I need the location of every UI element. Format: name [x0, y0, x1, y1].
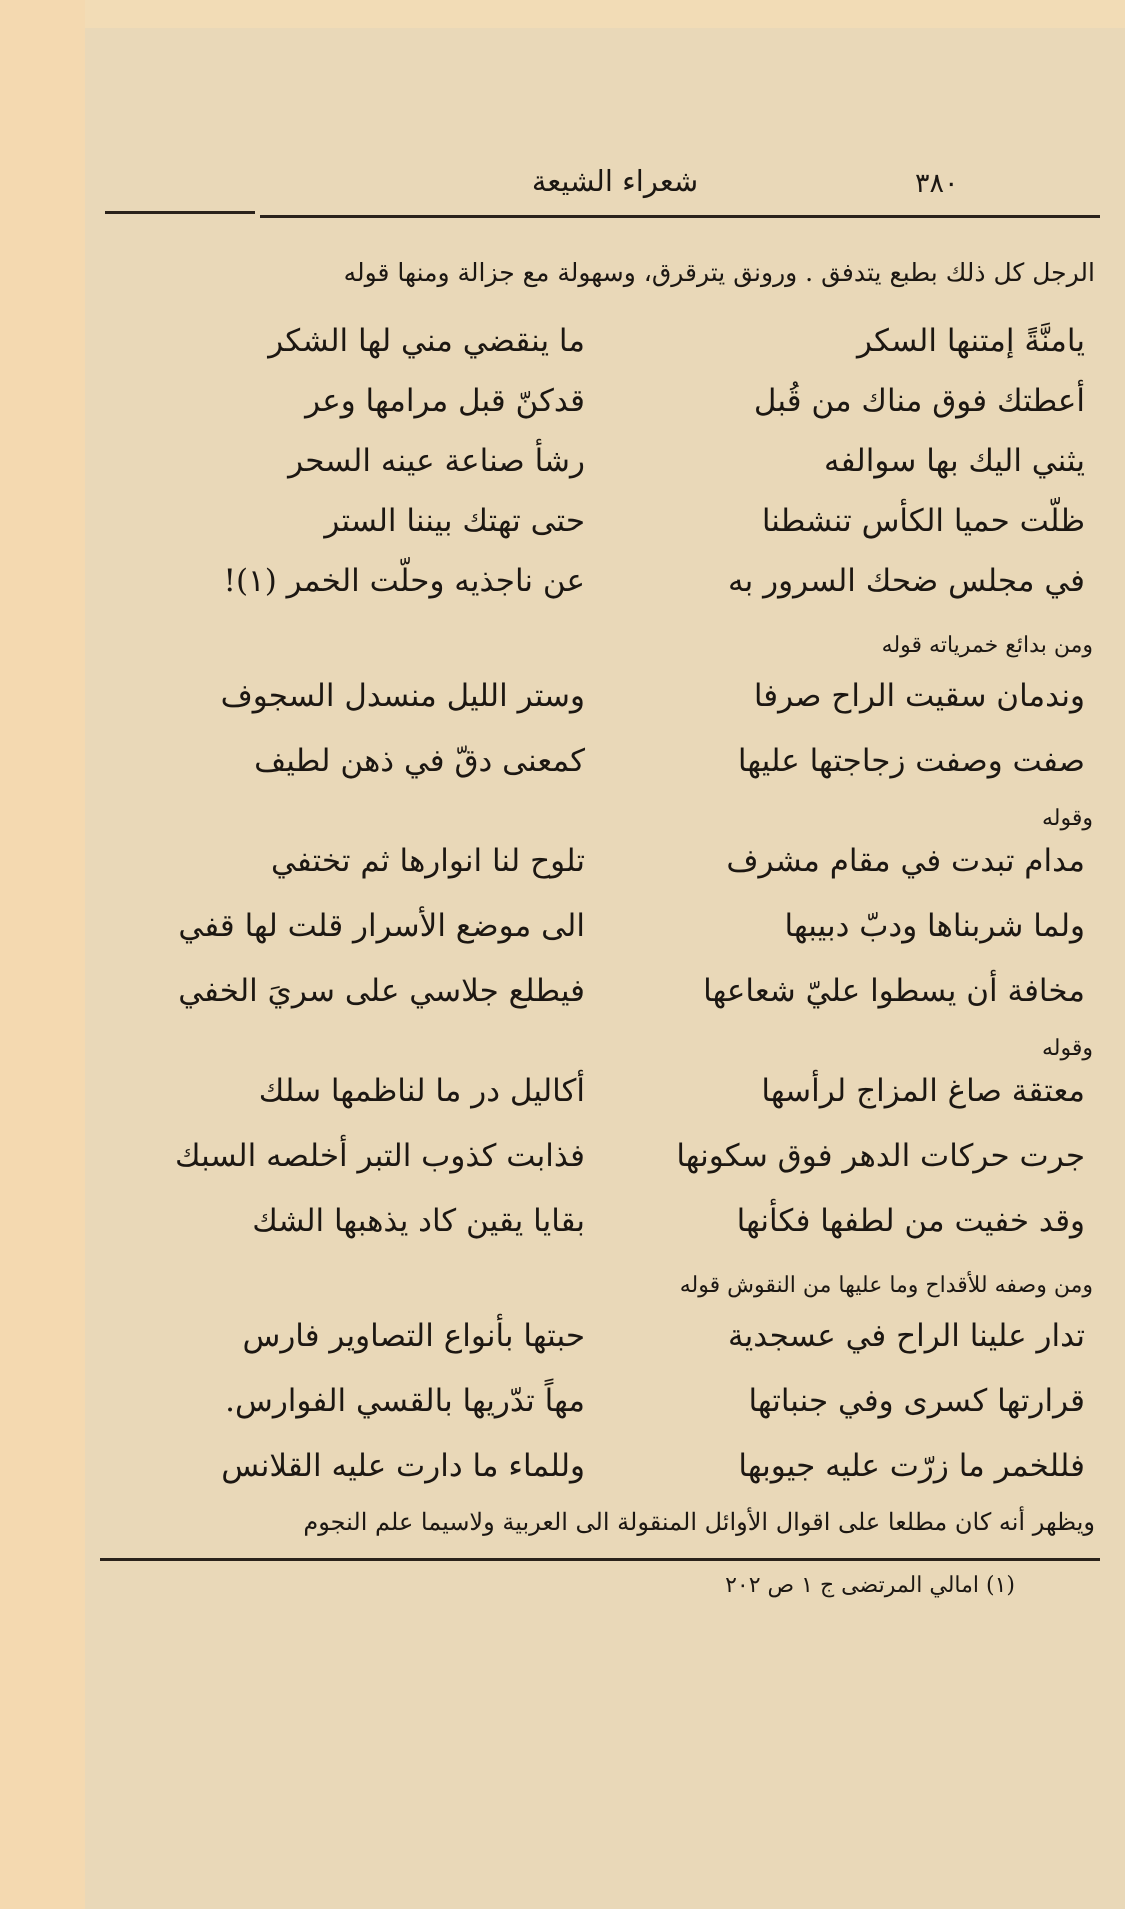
hemistich-first: وندمان سقيت الراح صرفا	[753, 678, 1085, 714]
verse	[85, 743, 1125, 803]
section-heading: وقوله	[1041, 806, 1093, 831]
hemistich-first: وقد خفيت من لطفها فكأنها	[736, 1203, 1085, 1239]
verse	[85, 1448, 1125, 1508]
hemistich-second: وللماء ما دارت عليه القلانس	[221, 1448, 585, 1484]
hemistich-first: ظلّت حميا الكأس تنشطنا	[761, 503, 1085, 539]
hemistich-second: قدكنّ قبل مرامها وعر	[305, 383, 585, 419]
footnote-rule	[100, 1558, 1100, 1561]
hemistich-first: مخافة أن يسطوا عليّ شعاعها	[703, 973, 1085, 1009]
hemistich-second: فيطلع جلاسي على سريَ الخفي	[178, 973, 585, 1009]
page-number: ٣٨٠	[915, 168, 959, 199]
section-heading: ومن بدائع خمرياته قوله	[881, 633, 1093, 658]
hemistich-second: الى موضع الأسرار قلت لها قفي	[178, 908, 585, 944]
hemistich-first: مدام تبدت في مقام مشرف	[726, 843, 1085, 879]
verse	[85, 323, 1125, 383]
footnote: (١) امالي المرتضى ج ١ ص ٢٠٢	[725, 1573, 1015, 1598]
verse	[85, 1318, 1125, 1378]
hemistich-second: بقايا يقين كاد يذهبها الشك	[252, 1203, 585, 1239]
hemistich-first: قرارتها كسرى وفي جنباتها	[748, 1383, 1085, 1419]
verse	[85, 563, 1125, 623]
hemistich-second: فذابت كذوب التبر أخلصه السبك	[175, 1138, 585, 1174]
verse	[85, 1203, 1125, 1263]
hemistich-second: وستر الليل منسدل السجوف	[220, 678, 585, 714]
header-rule-short	[105, 211, 255, 214]
hemistich-second: حبتها بأنواع التصاوير فارس	[242, 1318, 585, 1354]
hemistich-first: يامنَّةً إمتنها السكر	[857, 323, 1085, 359]
closing-line: ويظهر أنه كان مطلعا على اقوال الأوائل المنقولة الى العربية ولاسيما علم النجوم	[303, 1508, 1095, 1536]
header-rule	[260, 215, 1100, 218]
hemistich-second: ما ينقضي مني لها الشكر	[268, 323, 585, 359]
hemistich-first: جرت حركات الدهر فوق سكونها	[676, 1138, 1085, 1174]
hemistich-first: تدار علينا الراح في عسجدية	[728, 1318, 1085, 1354]
hemistich-first: صفت وصفت زجاجتها عليها	[737, 743, 1085, 779]
verse	[85, 973, 1125, 1033]
verse	[85, 383, 1125, 443]
verse	[85, 443, 1125, 503]
hemistich-second: تلوح لنا انوارها ثم تختفي	[271, 843, 585, 879]
running-title: شعراء الشيعة	[531, 164, 699, 198]
hemistich-second: مهاً تدّريها بالقسي الفوارس.	[225, 1383, 585, 1419]
section-heading: ومن وصفه للأقداح وما عليها من النقوش قوله	[679, 1273, 1093, 1298]
hemistich-second: عن ناجذيه وحلّت الخمر (١)!	[223, 563, 585, 599]
hemistich-first: معتقة صاغ المزاج لرأسها	[761, 1073, 1085, 1109]
hemistich-second: رشأ صناعة عينه السحر	[288, 443, 585, 479]
verse	[85, 678, 1125, 738]
intro-line: الرجل كل ذلك بطبع يتدفق . ورونق يترقرق، وسهولة مع جزالة ومنها قوله	[343, 258, 1095, 287]
section-heading: وقوله	[1041, 1036, 1093, 1061]
verse	[85, 908, 1125, 968]
verse	[85, 843, 1125, 903]
page-margin	[0, 0, 85, 1909]
hemistich-second: أكاليل در ما لناظمها سلك	[258, 1073, 585, 1109]
hemistich-first: أعطتك فوق مناك من قُبل	[753, 383, 1085, 419]
hemistich-first: فللخمر ما زرّت عليه جيوبها	[738, 1448, 1085, 1484]
hemistich-first: يثني اليك بها سوالفه	[824, 443, 1085, 479]
verse	[85, 1073, 1125, 1133]
verse	[85, 503, 1125, 563]
hemistich-first: في مجلس ضحك السرور به	[728, 563, 1085, 599]
book-page	[85, 28, 1125, 1909]
hemistich-second: حتى تهتك بيننا الستر	[324, 503, 585, 539]
hemistich-first: ولما شربناها ودبّ دبيبها	[784, 908, 1085, 944]
verse	[85, 1383, 1125, 1443]
verse	[85, 1138, 1125, 1198]
hemistich-second: كمعنى دقّ في ذهن لطيف	[254, 743, 585, 779]
